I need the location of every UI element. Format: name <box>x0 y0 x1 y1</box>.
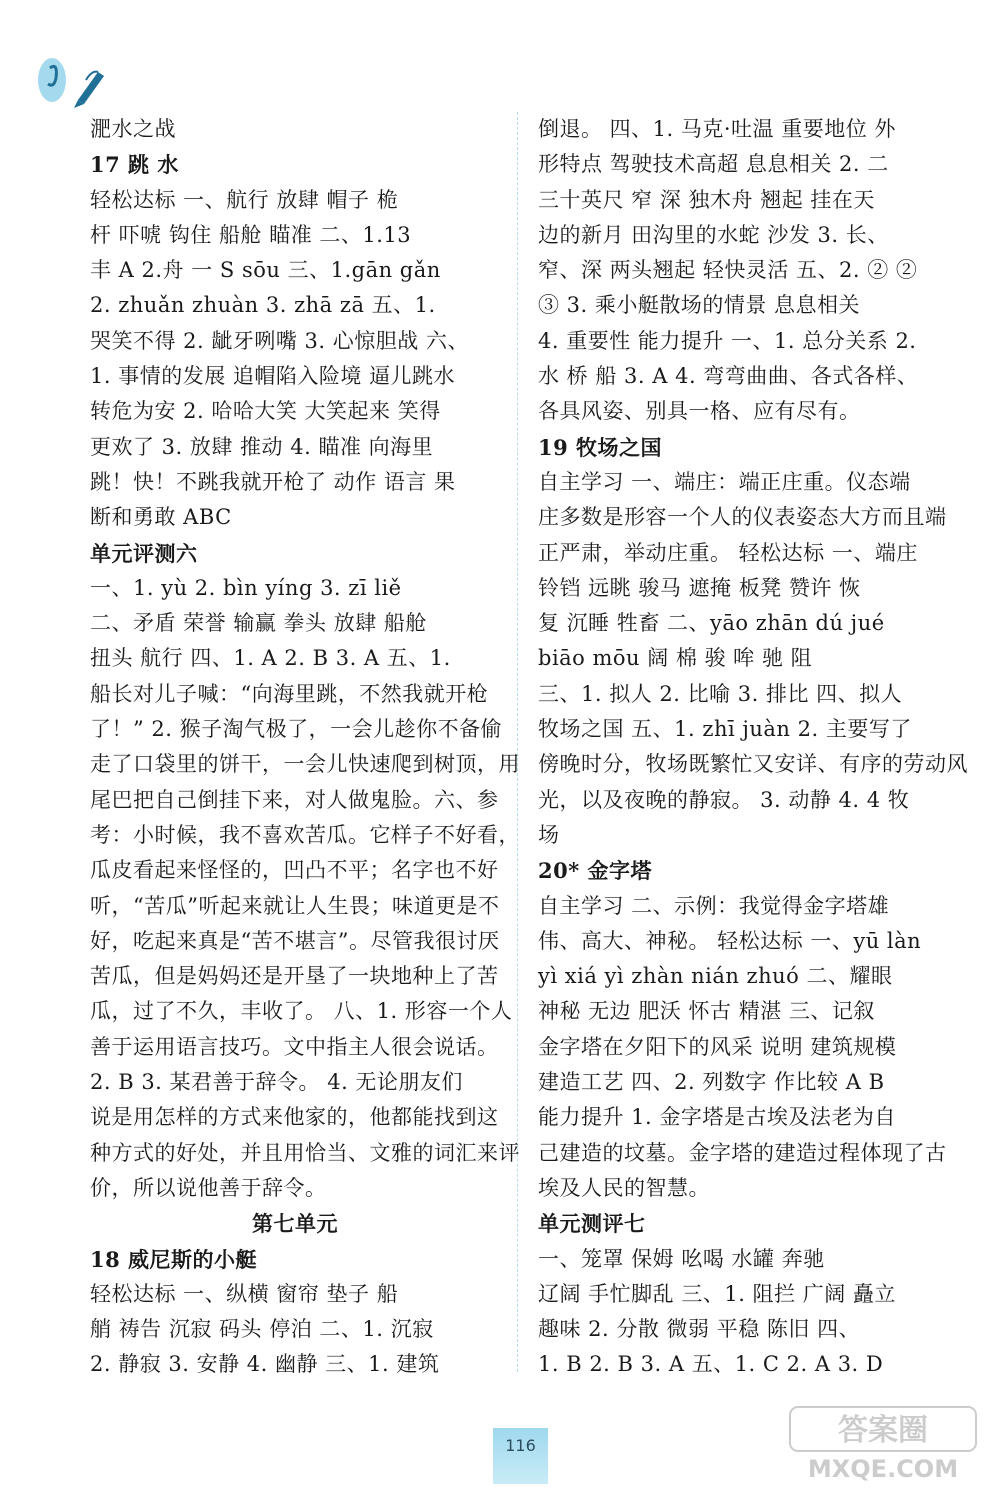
answer-line: 轻松达标 一、纵横 窗帘 垫子 船 <box>90 1281 399 1306</box>
section-heading: 第七单元 <box>252 1211 338 1237</box>
answer-line: 哭笑不得 2. 龇牙咧嘴 3. 心惊胆战 六、 <box>90 328 469 353</box>
section-heading: 18 威尼斯的小艇 <box>90 1246 258 1272</box>
answer-line: 丰 A 2.舟 一 S sōu 三、1.gān gǎn <box>90 258 441 283</box>
answer-line: 能力提升 1. 金字塔是古埃及法老为自 <box>538 1105 896 1130</box>
answer-line: 轻松达标 一、航行 放肆 帽子 桅 <box>90 187 399 212</box>
answer-line: 说是用怎样的方式来他家的，他都能找到这 <box>90 1105 499 1130</box>
answer-line: 考：小时候，我不喜欢苦瓜。它样子不好看， <box>90 822 520 847</box>
watermark-logo-text: 答案圈 <box>838 1413 928 1448</box>
answer-line: 种方式的好处，并且用恰当、文雅的词汇来评 <box>90 1140 520 1165</box>
answer-line: 转危为安 2. 哈哈大笑 大笑起来 笑得 <box>90 399 441 424</box>
answer-line: 庄多数是形容一个人的仪表姿态大方而且端 <box>538 505 947 530</box>
answer-line: 走了口袋里的饼干，一会儿快速爬到树顶，用 <box>90 752 520 777</box>
answer-line: 杆 吓唬 钩住 船舱 瞄准 二、1.13 <box>90 222 412 247</box>
answer-line: 场 <box>538 822 560 847</box>
answer-line: 建造工艺 四、2. 列数字 作比较 A B <box>538 1070 885 1095</box>
answer-line: 了！” 2. 猴子淘气极了，一会儿趁你不备偷 <box>90 717 503 742</box>
answer-line: 三、1. 拟人 2. 比喻 3. 排比 四、拟人 <box>538 681 903 706</box>
answer-line: 船长对儿子喊：“向海里跳，不然我就开枪 <box>90 681 489 706</box>
answer-line: 正严肃，举动庄重。 轻松达标 一、端庄 <box>538 540 918 565</box>
answer-line: 断和勇敢 ABC <box>90 505 232 530</box>
answer-line: 1. 事情的发展 追帽陷入险境 逼儿跳水 <box>90 364 456 389</box>
answer-line: 更欢了 3. 放肆 推动 4. 瞄准 向海里 <box>90 434 434 459</box>
section-heading: 20* 金字塔 <box>538 858 653 884</box>
answer-line: 形特点 驾驶技术高超 息息相关 2. 二 <box>538 152 889 177</box>
answer-line: 趣味 2. 分散 微弱 平稳 陈旧 四、 <box>538 1317 861 1342</box>
section-heading: 单元评测六 <box>90 540 198 566</box>
answer-line: 各具风姿、别具一格、应有尽有。 <box>538 399 861 424</box>
answer-line: 三十英尺 窄 深 独木舟 翘起 挂在天 <box>538 187 875 212</box>
watermark-url: MXQE.COM <box>807 1455 959 1483</box>
column-divider <box>517 112 518 1372</box>
answer-line: 扭头 航行 四、1. A 2. B 3. A 五、1. <box>90 646 451 671</box>
answer-line: 伟、高大、神秘。 轻松达标 一、yū làn <box>538 928 922 953</box>
answer-line: 埃及人民的智慧。 <box>538 1175 710 1200</box>
answer-line: 一、1. yù 2. bìn yíng 3. zī liě <box>90 575 402 600</box>
answer-line: 金字塔在夕阳下的风采 说明 建筑规模 <box>538 1034 897 1059</box>
answer-line: 自主学习 二、示例：我觉得金字塔雄 <box>538 893 890 918</box>
answer-line: 瓜，过了不久，丰收了。 八、1. 形容一个人 <box>90 999 513 1024</box>
answer-line: 2. B 3. 某君善于辞令。 4. 无论朋友们 <box>90 1070 463 1095</box>
watermark-logo <box>786 1403 986 1485</box>
answer-line: 善于运用语言技巧。文中指主人很会说话。 <box>90 1034 499 1059</box>
answer-line: 跳！快！不跳我就开枪了 动作 语言 果 <box>90 469 456 494</box>
answer-line: 窄、深 两头翘起 轻快灵活 五、2. ② ② <box>538 258 918 283</box>
answer-line: 艄 祷告 沉寂 码头 停泊 二、1. 沉寂 <box>90 1317 434 1342</box>
section-heading: 19 牧场之国 <box>538 434 663 460</box>
answer-line: 尾巴把自己倒挂下来，对人做鬼脸。六、参 <box>90 787 499 812</box>
page-number-text: 116 <box>505 1436 536 1455</box>
answer-line: 辽阔 手忙脚乱 三、1. 阻拦 广阔 矗立 <box>538 1281 896 1306</box>
answer-line: 水 桥 船 3. A 4. 弯弯曲曲、各式各样、 <box>538 364 919 389</box>
page-number <box>493 1428 548 1484</box>
answer-line: 2. 静寂 3. 安静 4. 幽静 三、1. 建筑 <box>90 1352 440 1377</box>
answer-line: biāo mōu 阔 棉 骏 哞 驰 阻 <box>538 646 813 671</box>
answer-line: 倒退。 四、1. 马克·吐温 重要地位 外 <box>538 117 896 141</box>
answer-line: 苦瓜，但是妈妈还是开垦了一块地种上了苦 <box>90 964 499 989</box>
answer-line: 边的新月 田沟里的水蛇 沙发 3. 长、 <box>538 222 889 247</box>
answer-line: 己建造的坟墓。金字塔的建造过程体现了古 <box>538 1140 947 1165</box>
answer-line: 1. B 2. B 3. A 五、1. C 2. A 3. D <box>538 1352 884 1377</box>
corner-decoration-icon <box>30 40 120 120</box>
answer-line: 瓜皮看起来怪怪的，凹凸不平；名字也不好 <box>90 858 499 883</box>
answer-line: 铃铛 远眺 骏马 遮掩 板凳 赞许 恢 <box>538 575 861 600</box>
answer-line: 4. 重要性 能力提升 一、1. 总分关系 2. <box>538 328 917 353</box>
answer-line: 自主学习 一、端庄：端正庄重。仪态端 <box>538 469 911 494</box>
section-heading: 17 跳 水 <box>90 152 179 178</box>
answer-line: 好，吃起来真是“苦不堪言”。尽管我很讨厌 <box>90 928 500 953</box>
answer-line: ③ 3. 乘小艇散场的情景 息息相关 <box>538 293 861 318</box>
right-column <box>538 112 968 1383</box>
answer-line: 价，所以说他善于辞令。 <box>90 1175 327 1200</box>
answer-line: 淝水之战 <box>90 117 176 141</box>
answer-line: 光，以及夜晚的静寂。 3. 动静 4. 4 牧 <box>538 787 910 812</box>
section-heading: 单元测评七 <box>538 1211 646 1237</box>
answer-line: 神秘 无边 肥沃 怀古 精湛 三、记叙 <box>538 999 875 1024</box>
answer-line: yì xiá yì zhàn nián zhuó 二、耀眼 <box>538 964 893 989</box>
answer-line: 复 沉睡 牲畜 二、yāo zhān dú jué <box>538 611 885 636</box>
answer-line: 2. zhuǎn zhuàn 3. zhā zā 五、1. <box>90 293 436 318</box>
answer-line: 牧场之国 五、1. zhī juàn 2. 主要写了 <box>538 717 912 742</box>
answer-line: 听，“苦瓜”听起来就让人生畏；味道更是不 <box>90 893 500 918</box>
left-column <box>90 112 520 1383</box>
answer-line: 傍晚时分，牧场既繁忙又安详、有序的劳动风 <box>538 752 968 777</box>
answer-line: 二、矛盾 荣誉 输赢 拳头 放肆 船舱 <box>90 611 427 636</box>
answer-line: 一、笼罩 保姆 吆喝 水罐 奔驰 <box>538 1246 825 1271</box>
